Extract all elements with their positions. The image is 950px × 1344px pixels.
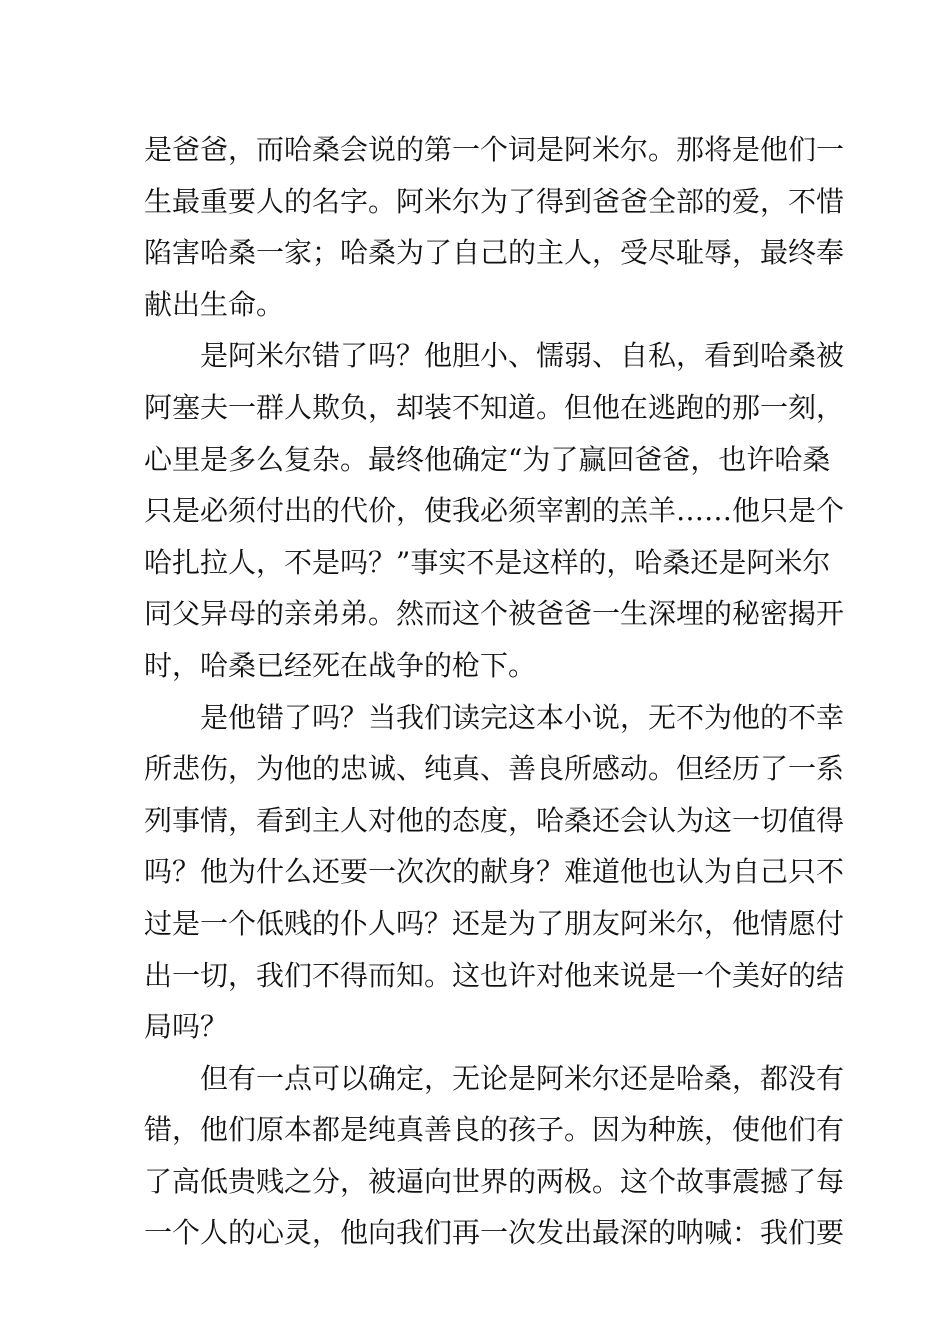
text-line: 献出生命。 (144, 287, 285, 321)
text-line: 阿塞夫一群人欺负，却装不知道。但他在逃跑的那一刻， (144, 390, 845, 424)
text-line: 心里是多么复杂。最终他确定“为了赢回爸爸，也许哈桑 (144, 442, 831, 476)
text-line: 是阿米尔错了吗？他胆小、懦弱、自私，看到哈桑被 (200, 339, 845, 373)
paragraph (144, 1053, 845, 1259)
text-line: 但有一点可以确定，无论是阿米尔还是哈桑，都没有 (200, 1061, 845, 1095)
paragraph (144, 330, 845, 691)
text-line: 一个人的心灵，他向我们再一次发出最深的呐喊：我们要 (144, 1216, 845, 1250)
text-line: 吗？他为什么还要一次次的献身？难道他也认为自己只不 (144, 855, 845, 889)
text-line: 时，哈桑已经死在战争的枪下。 (144, 648, 537, 682)
paragraph (144, 124, 845, 330)
text-line: 只是必须付出的代价，使我必须宰割的羔羊……他只是个 (144, 494, 845, 528)
text-line: 是他错了吗？当我们读完这本小说，无不为他的不幸 (200, 700, 845, 734)
text-line: 列事情，看到主人对他的态度，哈桑还会认为这一切值得 (144, 803, 845, 837)
text-line: 出一切，我们不得而知。这也许对他来说是一个美好的结 (144, 958, 845, 992)
text-line: 局吗？ (144, 1010, 229, 1044)
text-line: 生最重要人的名字。阿米尔为了得到爸爸全部的爱，不惜 (144, 184, 845, 218)
text-line: 哈扎拉人，不是吗？”事实不是这样的，哈桑还是阿米尔 (144, 545, 831, 579)
text-line: 是爸爸，而哈桑会说的第一个词是阿米尔。那将是他们一 (144, 133, 845, 166)
text-line: 过是一个低贱的仆人吗？还是为了朋友阿米尔，他情愿付 (144, 906, 845, 940)
paragraph (144, 692, 845, 1053)
text-line: 所悲伤，为他的忠诚、纯真、善良所感动。但经历了一系 (144, 752, 845, 786)
text-line: 错，他们原本都是纯真善良的孩子。因为种族，使他们有 (144, 1113, 845, 1147)
text-line: 同父异母的亲弟弟。然而这个被爸爸一生深埋的秘密揭开 (144, 597, 845, 631)
text-line: 了高低贵贱之分，被逼向世界的两极。这个故事震撼了每 (144, 1164, 845, 1198)
document-body (144, 124, 845, 1259)
text-line: 陷害哈桑一家；哈桑为了自己的主人，受尽耻辱，最终奉 (144, 236, 845, 270)
